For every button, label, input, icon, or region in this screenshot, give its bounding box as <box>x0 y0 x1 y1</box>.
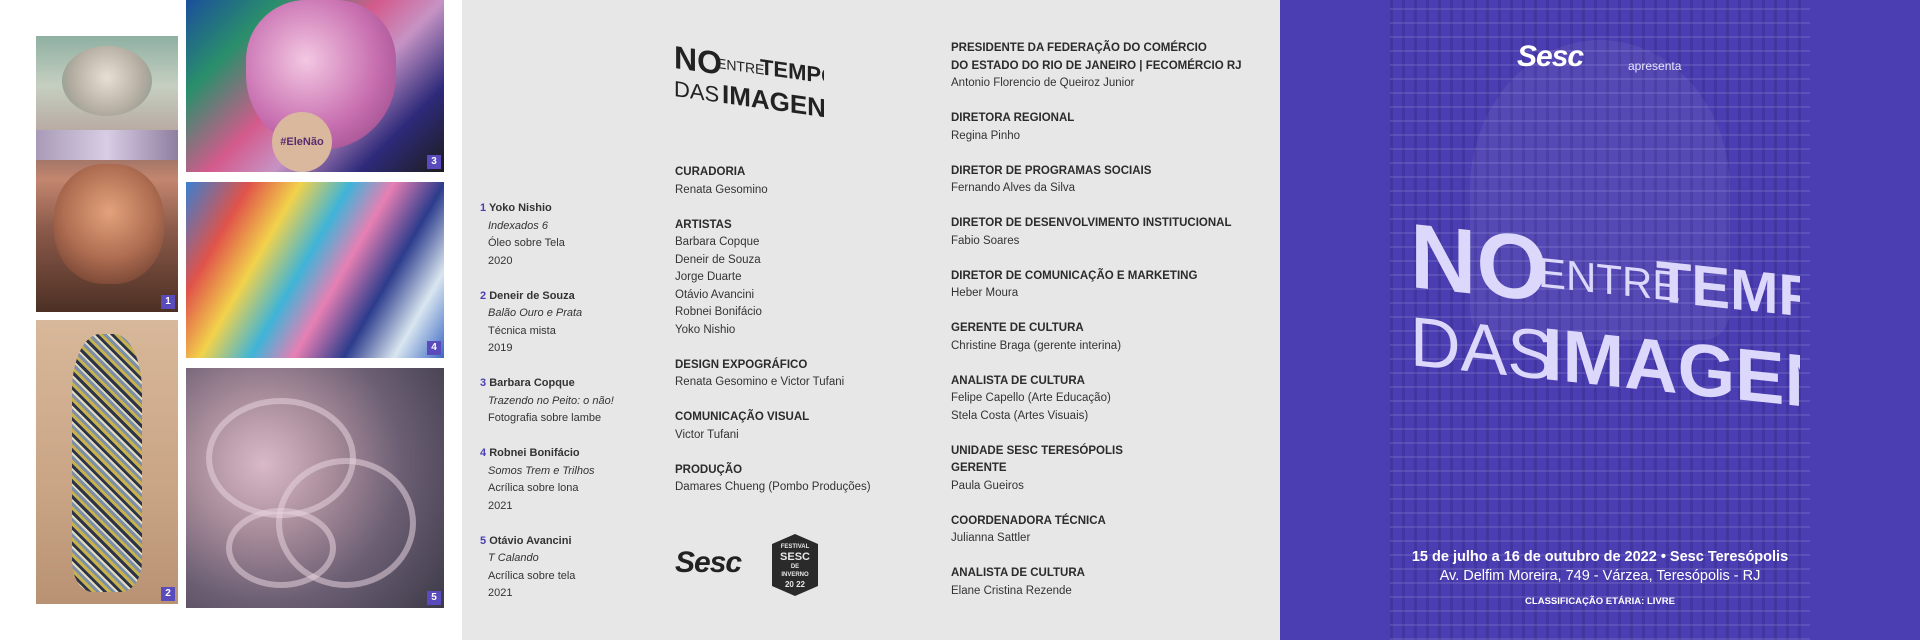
logo-entre: ENTRE <box>717 55 765 78</box>
work-title: Balão Ouro e Prata <box>488 307 583 319</box>
work-artist-line <box>480 445 640 463</box>
credit-entry <box>951 565 1271 600</box>
credit-name: Elane Cristina Rezende <box>951 584 1072 597</box>
credit-entry <box>951 163 1271 198</box>
work-number: 2 <box>480 289 487 302</box>
cover-logo-entre: ENTRE <box>1538 248 1681 311</box>
credit-entry <box>675 462 935 497</box>
festival-line2: SESC <box>780 551 810 563</box>
credit-role: PRODUÇÃO <box>675 463 743 476</box>
credit-role: CURADORIA <box>675 166 746 178</box>
credit-entry <box>951 268 1271 303</box>
credits-column-2 <box>951 40 1271 618</box>
cover-logo-imagens: IMAGENS <box>1542 312 1800 432</box>
work-year: 2021 <box>488 499 513 512</box>
artwork-number-badge: 3 <box>427 155 441 169</box>
work-entry <box>480 200 640 270</box>
credit-name: Deneir de Souza <box>675 253 761 266</box>
credit-name: Renata Gesomino <box>675 183 768 196</box>
credit-role: DIRETOR DE PROGRAMAS SOCIAIS <box>951 164 1152 177</box>
credit-entry <box>675 164 935 199</box>
exhibition-logo-svg <box>674 38 824 133</box>
cover-logo-tempo: TEMPO <box>1656 248 1800 336</box>
credit-name: Christine Braga (gerente interina) <box>951 339 1122 352</box>
artwork-number-badge: 1 <box>161 295 175 309</box>
work-artist-line <box>480 375 640 393</box>
artwork-number-badge: 4 <box>427 341 441 355</box>
festival-line4: INVERNO <box>781 572 809 578</box>
sesc-logo-cover: Sesc <box>1517 40 1584 73</box>
credits-column-1 <box>675 164 935 514</box>
artwork-5-image <box>186 368 444 608</box>
work-entry <box>480 375 640 428</box>
portrait-face-top <box>62 46 152 116</box>
credit-role: COORDENADORA TÉCNICA <box>951 514 1106 527</box>
event-address: Av. Delfim Moreira, 749 - Várzea, Teresópolis - RJ <box>1439 568 1761 584</box>
work-title: T Calando <box>488 552 539 564</box>
credit-name: Barbara Copque <box>675 236 760 248</box>
credit-role-line2: GERENTE <box>951 462 1007 474</box>
credit-entry <box>951 513 1271 548</box>
credit-name: Damares Chueng (Pombo Produções) <box>675 481 871 493</box>
credit-name: Fernando Alves da Silva <box>951 182 1076 194</box>
credit-role: DIRETORA REGIONAL <box>951 112 1075 124</box>
festival-logo <box>772 534 818 596</box>
work-artist-line <box>480 288 640 306</box>
credit-role: ARTISTAS <box>675 218 732 231</box>
festival-line3: DE <box>790 564 800 570</box>
credit-entry <box>675 409 935 444</box>
credit-role: ANALISTA DE CULTURA <box>951 567 1085 579</box>
credit-entry <box>951 110 1271 145</box>
credit-name: Paula Gueiros <box>951 479 1024 492</box>
credit-entry <box>951 40 1271 93</box>
credit-role: DIRETOR DE COMUNICAÇÃO E MARKETING <box>951 269 1198 282</box>
credit-role: UNIDADE SESC TERESÓPOLIS <box>951 444 1123 457</box>
artwork-number-badge: 5 <box>427 591 441 605</box>
credit-entry <box>951 320 1271 355</box>
work-title: Trazendo no Peito: o não! <box>488 394 614 407</box>
credit-name: Renata Gesomino e Victor Tufani <box>675 376 845 388</box>
credit-name: Otávio Avancini <box>675 288 755 301</box>
work-number: 5 <box>480 534 487 547</box>
credit-name: Jorge Duarte <box>675 271 742 283</box>
credit-entry <box>951 373 1271 426</box>
cover-logo-das: DAS <box>1410 301 1554 396</box>
work-artist-line <box>480 533 640 551</box>
credit-entry <box>675 217 935 340</box>
credit-role: DIRETOR DE DESENVOLVIMENTO INSTITUCIONAL <box>951 217 1232 229</box>
logo-imagens: IMAGENS <box>722 78 824 126</box>
credit-name: Antonio Florencio de Queiroz Junior <box>951 77 1135 89</box>
credit-role: DESIGN EXPOGRÁFICO <box>675 358 808 371</box>
portrait-face-bottom <box>54 164 164 284</box>
work-title: Somos Trem e Trilhos <box>488 464 595 477</box>
credit-name: Fabio Soares <box>951 234 1020 247</box>
credit-name: Felipe Capello (Arte Educação) <box>951 392 1111 404</box>
credits-panel <box>462 0 1280 640</box>
work-technique: Técnica mista <box>488 324 556 337</box>
swirl-shape <box>226 508 336 588</box>
vase-shape <box>72 334 142 592</box>
logo-tempo: TEMPO <box>760 54 824 91</box>
cover-logo-svg <box>1410 205 1800 486</box>
work-number: 1 <box>480 202 487 214</box>
artwork-3-image <box>186 0 444 172</box>
exhibition-logo <box>674 38 824 133</box>
credit-role: ANALISTA DE CULTURA <box>951 374 1085 387</box>
artwork-list <box>480 200 640 620</box>
artwork-2-image <box>36 320 178 604</box>
artwork-number-badge: 2 <box>161 587 175 601</box>
bag-badge: #EleNão <box>272 112 332 172</box>
portrait-band <box>36 130 178 160</box>
work-artist: Deneir de Souza <box>489 289 575 302</box>
sesc-logo: Sesc <box>675 546 742 579</box>
cover-logo-no: NO <box>1410 205 1548 322</box>
work-number: 3 <box>480 377 487 389</box>
work-technique: Óleo sobre Tela <box>488 237 565 249</box>
cover-exhibition-logo <box>1410 205 1800 486</box>
work-technique: Acrílica sobre lona <box>488 482 579 494</box>
age-rating: CLASSIFICAÇÃO ETÁRIA: LIVRE <box>1525 596 1675 607</box>
credit-role-line2: DO ESTADO DO RIO DE JANEIRO | FECOMÉRCIO RJ <box>951 59 1242 72</box>
credit-role: GERENTE DE CULTURA <box>951 322 1084 334</box>
logo-das: DAS <box>674 76 720 108</box>
credit-name: Victor Tufani <box>675 428 739 441</box>
logo-no: NO <box>674 39 722 82</box>
presents-label: apresenta <box>1628 59 1682 73</box>
work-entry <box>480 533 640 603</box>
festival-line1: FESTIVAL <box>780 544 810 550</box>
work-artist: Barbara Copque <box>489 377 575 389</box>
cover-panel <box>1280 0 1920 640</box>
work-title: Indexados 6 <box>488 219 548 232</box>
artworks-panel <box>0 0 462 640</box>
work-artist-line <box>480 200 640 218</box>
work-entry <box>480 288 640 358</box>
artwork-4-image <box>186 182 444 358</box>
work-year: 2019 <box>488 342 513 354</box>
work-entry <box>480 445 640 515</box>
work-year: 2020 <box>488 254 513 267</box>
credit-name: Julianna Sattler <box>951 532 1031 544</box>
work-artist: Otávio Avancini <box>489 534 572 547</box>
work-technique: Acrílica sobre tela <box>488 569 576 582</box>
credit-entry <box>675 357 935 392</box>
credit-name: Yoko Nishio <box>675 323 736 336</box>
work-artist: Yoko Nishio <box>488 202 552 214</box>
work-number: 4 <box>480 447 487 459</box>
credit-name: Robnei Bonifácio <box>675 306 762 318</box>
credit-name: Regina Pinho <box>951 129 1021 142</box>
festival-year: 20 22 <box>784 580 806 589</box>
work-artist: Robnei Bonifácio <box>489 447 580 459</box>
credit-name: Heber Moura <box>951 287 1019 299</box>
artwork-1-image <box>36 36 178 312</box>
credit-name: Stela Costa (Artes Visuais) <box>951 409 1089 422</box>
credit-entry <box>951 443 1271 496</box>
work-year: 2021 <box>488 587 513 599</box>
event-dates: 15 de julho a 16 de outubro de 2022 • Sesc Teresópolis <box>1411 549 1789 565</box>
work-technique: Fotografia sobre lambe <box>488 412 602 424</box>
credit-role: COMUNICAÇÃO VISUAL <box>675 411 810 423</box>
credit-entry <box>951 215 1271 250</box>
credit-role: PRESIDENTE DA FEDERAÇÃO DO COMÉRCIO <box>951 42 1207 54</box>
